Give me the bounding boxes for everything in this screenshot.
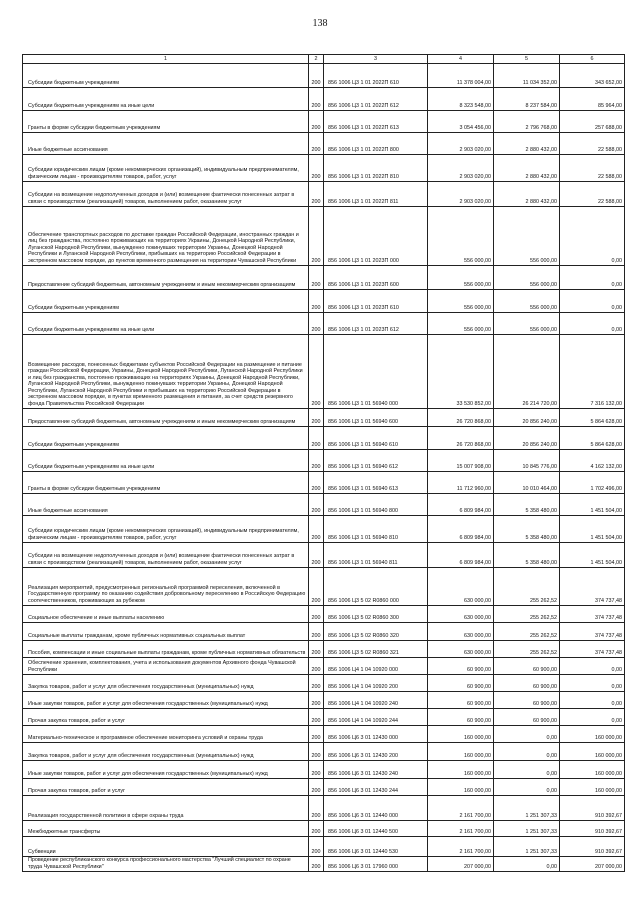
table-row xyxy=(23,133,625,155)
row-name: Проведение республиканского конкурса профессионального мастерства "Лучший специалист по охране труда Чувашской Республики" xyxy=(23,857,309,872)
table-row xyxy=(23,709,625,726)
row-admin-code: 200 xyxy=(309,761,324,779)
row-executed-amount: 1 251 307,33 xyxy=(494,837,560,857)
row-approved-amount: 2 161 700,00 xyxy=(428,821,494,837)
row-budget-code: 856 1006 Ц4 1 04 10920 240 xyxy=(324,692,428,709)
table-row xyxy=(23,821,625,837)
row-unexecuted-amount: 0,00 xyxy=(560,709,625,726)
row-approved-amount: 160 000,00 xyxy=(428,743,494,761)
row-unexecuted-amount: 910 392,67 xyxy=(560,821,625,837)
row-name: Субвенции xyxy=(23,837,309,857)
row-approved-amount: 2 903 020,00 xyxy=(428,182,494,207)
table-row xyxy=(23,111,625,133)
row-admin-code: 200 xyxy=(309,427,324,450)
row-approved-amount: 11 712 960,00 xyxy=(428,472,494,494)
row-name: Закупка товаров, работ и услуг для обеспечения государственных (муниципальных) нужд xyxy=(23,743,309,761)
row-budget-code: 856 1006 Ц3 5 02 R0860 300 xyxy=(324,606,428,623)
row-unexecuted-amount: 0,00 xyxy=(560,658,625,675)
table-row xyxy=(23,207,625,266)
row-executed-amount: 556 000,00 xyxy=(494,313,560,335)
row-unexecuted-amount: 374 737,48 xyxy=(560,606,625,623)
table-row xyxy=(23,692,625,709)
row-admin-code: 200 xyxy=(309,796,324,821)
row-approved-amount: 207 000,00 xyxy=(428,857,494,872)
row-unexecuted-amount: 1 702 496,00 xyxy=(560,472,625,494)
row-name: Социальные выплаты гражданам, кроме публичных нормативных социальных выплат xyxy=(23,623,309,641)
row-executed-amount: 10 010 464,00 xyxy=(494,472,560,494)
row-executed-amount: 8 237 584,00 xyxy=(494,88,560,111)
row-budget-code: 856 1006 Ц6 3 01 17960 000 xyxy=(324,857,428,872)
row-unexecuted-amount: 910 392,67 xyxy=(560,837,625,857)
row-executed-amount: 556 000,00 xyxy=(494,290,560,313)
row-approved-amount: 60 900,00 xyxy=(428,692,494,709)
row-name: Обеспечение транспортных расходов по доставке граждан Российской Федерации, иностранных граждан и лиц без гражданства, постоянно проживающих на территориях Украины, Донецкой Народной Республики, Луганской Народной Республики, вынужденно покинувших территории Украины, Донецкой Народной Республики и Луганской Народной Республики, прибывших на территорию Российской Федерации в экстренном массовом порядке, до пунктов временного размещения на территории Чувашской Республики xyxy=(23,207,309,266)
row-admin-code: 200 xyxy=(309,692,324,709)
row-unexecuted-amount: 1 451 504,00 xyxy=(560,494,625,516)
table-row xyxy=(23,568,625,606)
row-approved-amount: 2 161 700,00 xyxy=(428,796,494,821)
row-approved-amount: 556 000,00 xyxy=(428,266,494,290)
header-col-5: 5 xyxy=(494,55,560,64)
row-budget-code: 856 1006 Ц3 1 01 2023П 612 xyxy=(324,313,428,335)
table-row xyxy=(23,155,625,182)
table-body xyxy=(23,64,625,872)
row-unexecuted-amount: 160 000,00 xyxy=(560,779,625,796)
row-executed-amount: 0,00 xyxy=(494,761,560,779)
row-executed-amount: 20 856 240,00 xyxy=(494,409,560,427)
row-approved-amount: 630 000,00 xyxy=(428,606,494,623)
row-admin-code: 200 xyxy=(309,726,324,743)
row-executed-amount: 2 880 432,00 xyxy=(494,155,560,182)
row-budget-code: 856 1006 Ц3 1 01 2022П 811 xyxy=(324,182,428,207)
row-approved-amount: 60 900,00 xyxy=(428,675,494,692)
row-approved-amount: 6 809 984,00 xyxy=(428,516,494,543)
row-approved-amount: 11 378 004,00 xyxy=(428,64,494,88)
row-name: Иные бюджетные ассигнования xyxy=(23,494,309,516)
table-row xyxy=(23,796,625,821)
row-executed-amount: 1 251 307,33 xyxy=(494,796,560,821)
row-name: Субсидии бюджетным учреждениям xyxy=(23,427,309,450)
table-row xyxy=(23,88,625,111)
row-name: Материально-техническое и программное обеспечение мониторинга условий и охраны труда xyxy=(23,726,309,743)
row-admin-code: 200 xyxy=(309,472,324,494)
page-number: 138 xyxy=(312,18,328,29)
row-executed-amount: 60 900,00 xyxy=(494,709,560,726)
row-budget-code: 856 1006 Ц3 5 02 R0860 000 xyxy=(324,568,428,606)
row-admin-code: 200 xyxy=(309,494,324,516)
row-budget-code: 856 1006 Ц3 5 02 R0860 321 xyxy=(324,641,428,658)
row-budget-code: 856 1006 Ц4 1 04 10920 200 xyxy=(324,675,428,692)
row-budget-code: 856 1006 Ц6 3 01 12430 244 xyxy=(324,779,428,796)
table-row xyxy=(23,857,625,872)
row-unexecuted-amount: 1 451 504,00 xyxy=(560,516,625,543)
row-unexecuted-amount: 160 000,00 xyxy=(560,761,625,779)
row-approved-amount: 6 809 984,00 xyxy=(428,494,494,516)
row-budget-code: 856 1006 Ц3 1 01 56940 613 xyxy=(324,472,428,494)
row-admin-code: 200 xyxy=(309,64,324,88)
row-budget-code: 856 1006 Ц3 1 01 2023П 610 xyxy=(324,290,428,313)
row-name: Межбюджетные трансферты xyxy=(23,821,309,837)
row-approved-amount: 26 720 868,00 xyxy=(428,427,494,450)
row-unexecuted-amount: 343 652,00 xyxy=(560,64,625,88)
row-name: Прочая закупка товаров, работ и услуг xyxy=(23,709,309,726)
row-budget-code: 856 1006 Ц6 3 01 12440 500 xyxy=(324,821,428,837)
row-admin-code: 200 xyxy=(309,641,324,658)
row-budget-code: 856 1006 Ц3 5 02 R0860 320 xyxy=(324,623,428,641)
table-row xyxy=(23,313,625,335)
row-admin-code: 200 xyxy=(309,207,324,266)
row-admin-code: 200 xyxy=(309,837,324,857)
row-budget-code: 856 1006 Ц3 1 01 2023П 000 xyxy=(324,207,428,266)
table-row xyxy=(23,290,625,313)
row-approved-amount: 2 903 020,00 xyxy=(428,155,494,182)
row-name: Иные бюджетные ассигнования xyxy=(23,133,309,155)
row-approved-amount: 2 161 700,00 xyxy=(428,837,494,857)
row-name: Субсидии на возмещение недополученных доходов и (или) возмещение фактически понесенных затрат в связи с производством (реализацией) товаров, выполнением работ, оказанием услуг xyxy=(23,543,309,568)
row-name: Гранты в форме субсидии бюджетным учреждениям xyxy=(23,111,309,133)
table-row xyxy=(23,266,625,290)
row-admin-code: 200 xyxy=(309,743,324,761)
row-admin-code: 200 xyxy=(309,133,324,155)
row-budget-code: 856 1006 Ц6 3 01 12430 200 xyxy=(324,743,428,761)
table-row xyxy=(23,182,625,207)
row-unexecuted-amount: 4 162 132,00 xyxy=(560,450,625,472)
row-name: Предоставление субсидий бюджетным, автономным учреждениям и иным некоммерческим организациям xyxy=(23,266,309,290)
row-approved-amount: 60 900,00 xyxy=(428,709,494,726)
row-name: Субсидии юридическим лицам (кроме некоммерческих организаций), индивидуальным предпринимателям, физическим лицам - производителям товаров, работ, услуг xyxy=(23,516,309,543)
row-name: Возмещение расходов, понесенных бюджетами субъектов Российской Федерации на размещение и питание граждан Российской Федерации, Украины, Донецкой Народной Республики, Луганской Народной Республики и лиц без гражданства, постоянно проживающих на территориях Украины, Донецкой Народной Республики, Луганской Народной Республики, вынужденно покинувших территории Украины, Донецкой Народной Республики, Луганской Народной Республики и прибывших на территорию Российской Федерации в экстренном массовом порядке, в пунктах временного размещения и питания, за счет средств резервного фонда Правительства Российской Федерации xyxy=(23,335,309,409)
row-admin-code: 200 xyxy=(309,623,324,641)
row-name: Субсидии юридическим лицам (кроме некоммерческих организаций), индивидуальным предпринимателям, физическим лицам - производителям товаров, работ, услуг xyxy=(23,155,309,182)
row-admin-code: 200 xyxy=(309,568,324,606)
row-approved-amount: 60 900,00 xyxy=(428,658,494,675)
row-admin-code: 200 xyxy=(309,266,324,290)
row-admin-code: 200 xyxy=(309,543,324,568)
row-executed-amount: 255 262,52 xyxy=(494,641,560,658)
row-approved-amount: 630 000,00 xyxy=(428,568,494,606)
row-executed-amount: 20 856 240,00 xyxy=(494,427,560,450)
row-admin-code: 200 xyxy=(309,675,324,692)
row-admin-code: 200 xyxy=(309,313,324,335)
row-admin-code: 200 xyxy=(309,409,324,427)
table-row xyxy=(23,543,625,568)
row-approved-amount: 160 000,00 xyxy=(428,726,494,743)
row-executed-amount: 11 034 352,00 xyxy=(494,64,560,88)
row-executed-amount: 255 262,52 xyxy=(494,623,560,641)
table-header-row xyxy=(23,55,625,64)
row-budget-code: 856 1006 Ц3 1 01 2023П 600 xyxy=(324,266,428,290)
row-approved-amount: 160 000,00 xyxy=(428,779,494,796)
row-approved-amount: 556 000,00 xyxy=(428,207,494,266)
header-col-2: 2 xyxy=(309,55,324,64)
table-row xyxy=(23,472,625,494)
row-name: Прочая закупка товаров, работ и услуг xyxy=(23,779,309,796)
row-budget-code: 856 1006 Ц6 3 01 12430 240 xyxy=(324,761,428,779)
table-row xyxy=(23,726,625,743)
row-executed-amount: 2 796 768,00 xyxy=(494,111,560,133)
row-approved-amount: 630 000,00 xyxy=(428,623,494,641)
row-budget-code: 856 1006 Ц3 1 01 2022П 810 xyxy=(324,155,428,182)
table-row xyxy=(23,516,625,543)
table-row xyxy=(23,64,625,88)
row-admin-code: 200 xyxy=(309,155,324,182)
table-row xyxy=(23,427,625,450)
row-name: Иные закупки товаров, работ и услуг для обеспечения государственных (муниципальных) нужд xyxy=(23,761,309,779)
row-unexecuted-amount: 0,00 xyxy=(560,266,625,290)
row-admin-code: 200 xyxy=(309,821,324,837)
row-budget-code: 856 1006 Ц3 1 01 56940 612 xyxy=(324,450,428,472)
row-name: Обеспечение хранения, комплектования, учета и использования документов Архивного фонда Чувашской Республики xyxy=(23,658,309,675)
row-executed-amount: 2 880 432,00 xyxy=(494,182,560,207)
row-executed-amount: 10 845 776,00 xyxy=(494,450,560,472)
row-executed-amount: 0,00 xyxy=(494,726,560,743)
row-admin-code: 200 xyxy=(309,658,324,675)
row-unexecuted-amount: 0,00 xyxy=(560,675,625,692)
row-approved-amount: 15 007 908,00 xyxy=(428,450,494,472)
row-approved-amount: 2 903 020,00 xyxy=(428,133,494,155)
row-budget-code: 856 1006 Ц3 1 01 56940 610 xyxy=(324,427,428,450)
table-row xyxy=(23,779,625,796)
row-budget-code: 856 1006 Ц3 1 01 56940 000 xyxy=(324,335,428,409)
row-name: Субсидии бюджетным учреждениям на иные цели xyxy=(23,313,309,335)
row-executed-amount: 2 880 432,00 xyxy=(494,133,560,155)
row-budget-code: 856 1006 Ц3 1 01 2022П 800 xyxy=(324,133,428,155)
row-executed-amount: 556 000,00 xyxy=(494,266,560,290)
row-admin-code: 200 xyxy=(309,857,324,872)
row-name: Гранты в форме субсидии бюджетным учреждениям xyxy=(23,472,309,494)
row-unexecuted-amount: 22 588,00 xyxy=(560,133,625,155)
row-unexecuted-amount: 7 316 132,00 xyxy=(560,335,625,409)
table-row xyxy=(23,623,625,641)
row-unexecuted-amount: 160 000,00 xyxy=(560,743,625,761)
row-executed-amount: 60 900,00 xyxy=(494,692,560,709)
row-unexecuted-amount: 85 964,00 xyxy=(560,88,625,111)
row-name: Пособия, компенсации и иные социальные выплаты гражданам, кроме публичных нормативных обязательств xyxy=(23,641,309,658)
row-budget-code: 856 1006 Ц4 1 04 10920 244 xyxy=(324,709,428,726)
row-executed-amount: 5 358 480,00 xyxy=(494,494,560,516)
row-name: Социальное обеспечение и иные выплаты населению xyxy=(23,606,309,623)
row-approved-amount: 8 323 548,00 xyxy=(428,88,494,111)
row-unexecuted-amount: 257 688,00 xyxy=(560,111,625,133)
row-unexecuted-amount: 22 588,00 xyxy=(560,155,625,182)
row-unexecuted-amount: 207 000,00 xyxy=(560,857,625,872)
row-name: Субсидии бюджетным учреждениям xyxy=(23,290,309,313)
table-row xyxy=(23,761,625,779)
row-name: Субсидии бюджетным учреждениям на иные цели xyxy=(23,88,309,111)
row-unexecuted-amount: 374 737,48 xyxy=(560,568,625,606)
table-row xyxy=(23,606,625,623)
header-col-3: 3 xyxy=(324,55,428,64)
row-admin-code: 200 xyxy=(309,290,324,313)
row-executed-amount: 5 358 480,00 xyxy=(494,516,560,543)
budget-execution-table xyxy=(22,54,625,872)
row-approved-amount: 26 720 868,00 xyxy=(428,409,494,427)
row-name: Предоставление субсидий бюджетным, автономным учреждениям и иным некоммерческим организациям xyxy=(23,409,309,427)
row-approved-amount: 160 000,00 xyxy=(428,761,494,779)
row-admin-code: 200 xyxy=(309,182,324,207)
row-executed-amount: 1 251 307,33 xyxy=(494,821,560,837)
row-admin-code: 200 xyxy=(309,450,324,472)
row-unexecuted-amount: 0,00 xyxy=(560,313,625,335)
table-row xyxy=(23,641,625,658)
row-budget-code: 856 1006 Ц6 3 01 12430 000 xyxy=(324,726,428,743)
row-unexecuted-amount: 0,00 xyxy=(560,207,625,266)
row-name: Иные закупки товаров, работ и услуг для обеспечения государственных (муниципальных) нужд xyxy=(23,692,309,709)
row-budget-code: 856 1006 Ц4 1 04 10920 000 xyxy=(324,658,428,675)
row-name: Субсидии бюджетным учреждениям xyxy=(23,64,309,88)
row-executed-amount: 0,00 xyxy=(494,779,560,796)
table-row xyxy=(23,675,625,692)
row-executed-amount: 60 900,00 xyxy=(494,675,560,692)
row-name: Реализация государственной политики в сфере охраны труда xyxy=(23,796,309,821)
table-row xyxy=(23,335,625,409)
row-name: Субсидии бюджетным учреждениям на иные цели xyxy=(23,450,309,472)
row-budget-code: 856 1006 Ц6 3 01 12440 000 xyxy=(324,796,428,821)
row-unexecuted-amount: 5 864 628,00 xyxy=(560,427,625,450)
row-budget-code: 856 1006 Ц3 1 01 56940 811 xyxy=(324,543,428,568)
row-admin-code: 200 xyxy=(309,709,324,726)
row-unexecuted-amount: 5 864 628,00 xyxy=(560,409,625,427)
row-admin-code: 200 xyxy=(309,606,324,623)
row-executed-amount: 0,00 xyxy=(494,857,560,872)
row-unexecuted-amount: 1 451 504,00 xyxy=(560,543,625,568)
row-admin-code: 200 xyxy=(309,516,324,543)
row-approved-amount: 6 809 984,00 xyxy=(428,543,494,568)
row-admin-code: 200 xyxy=(309,88,324,111)
row-approved-amount: 630 000,00 xyxy=(428,641,494,658)
header-col-1: 1 xyxy=(23,55,309,64)
row-executed-amount: 255 262,52 xyxy=(494,606,560,623)
row-executed-amount: 255 262,52 xyxy=(494,568,560,606)
header-col-6: 6 xyxy=(560,55,625,64)
row-executed-amount: 556 000,00 xyxy=(494,207,560,266)
row-admin-code: 200 xyxy=(309,779,324,796)
row-admin-code: 200 xyxy=(309,335,324,409)
row-approved-amount: 33 530 852,00 xyxy=(428,335,494,409)
table-row xyxy=(23,743,625,761)
table-row xyxy=(23,494,625,516)
row-unexecuted-amount: 374 737,48 xyxy=(560,641,625,658)
row-budget-code: 856 1006 Ц3 1 01 2022П 612 xyxy=(324,88,428,111)
table-row xyxy=(23,409,625,427)
row-unexecuted-amount: 374 737,48 xyxy=(560,623,625,641)
row-approved-amount: 556 000,00 xyxy=(428,290,494,313)
table-row xyxy=(23,658,625,675)
row-budget-code: 856 1006 Ц3 1 01 56940 600 xyxy=(324,409,428,427)
header-col-4: 4 xyxy=(428,55,494,64)
row-budget-code: 856 1006 Ц3 1 01 2022П 613 xyxy=(324,111,428,133)
row-name: Субсидии на возмещение недополученных доходов и (или) возмещение фактически понесенных затрат в связи с производством (реализацией) товаров, выполнением работ, оказанием услуг xyxy=(23,182,309,207)
table-row xyxy=(23,837,625,857)
row-executed-amount: 5 358 480,00 xyxy=(494,543,560,568)
row-unexecuted-amount: 22 588,00 xyxy=(560,182,625,207)
table-row xyxy=(23,450,625,472)
row-unexecuted-amount: 910 392,67 xyxy=(560,796,625,821)
row-budget-code: 856 1006 Ц3 1 01 2022П 610 xyxy=(324,64,428,88)
row-budget-code: 856 1006 Ц3 1 01 56940 810 xyxy=(324,516,428,543)
row-budget-code: 856 1006 Ц3 1 01 56940 800 xyxy=(324,494,428,516)
row-executed-amount: 26 214 720,00 xyxy=(494,335,560,409)
row-unexecuted-amount: 160 000,00 xyxy=(560,726,625,743)
row-name: Закупка товаров, работ и услуг для обеспечения государственных (муниципальных) нужд xyxy=(23,675,309,692)
row-name: Реализация мероприятий, предусмотренных региональной программой переселения, включенной в Государственную программу по оказанию содействия добровольному переселению в Российскую Федерацию соотечественников, проживающих за рубежом xyxy=(23,568,309,606)
row-unexecuted-amount: 0,00 xyxy=(560,692,625,709)
row-unexecuted-amount: 0,00 xyxy=(560,290,625,313)
row-approved-amount: 556 000,00 xyxy=(428,313,494,335)
row-budget-code: 856 1006 Ц6 3 01 12440 530 xyxy=(324,837,428,857)
row-approved-amount: 3 054 456,00 xyxy=(428,111,494,133)
row-admin-code: 200 xyxy=(309,111,324,133)
row-executed-amount: 0,00 xyxy=(494,743,560,761)
row-executed-amount: 60 900,00 xyxy=(494,658,560,675)
